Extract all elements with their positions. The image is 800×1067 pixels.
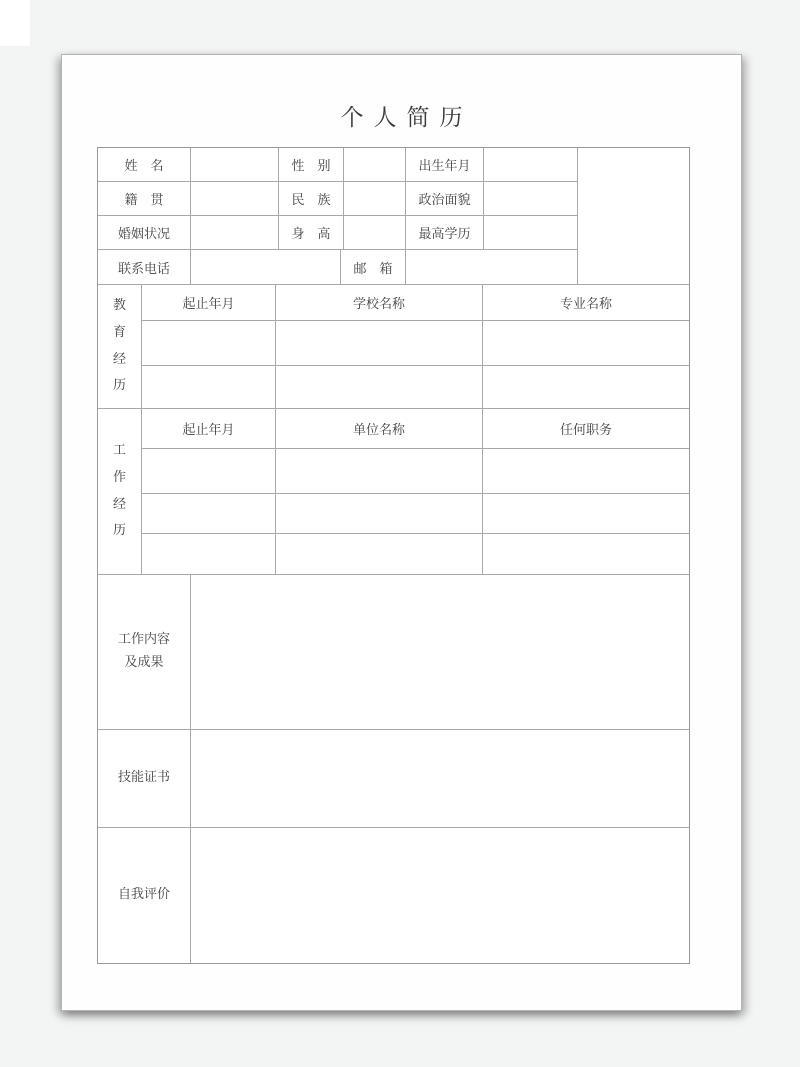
work-position-field[interactable] [483,534,689,574]
work-content-field[interactable] [191,575,689,729]
work-col-position: 任何职务 [559,423,612,438]
skills-field[interactable] [191,730,689,827]
work-dates-field[interactable] [142,534,276,574]
skills-section [98,730,689,828]
height-label: 身 高 [279,216,344,249]
work-position-field[interactable] [483,449,689,493]
email-field[interactable] [406,250,577,284]
education-school-field[interactable] [276,321,483,365]
ethnicity-label: 民 族 [279,182,344,215]
page-title: 个人简历 [340,105,473,131]
phone-field[interactable] [191,250,341,284]
work-col-dates: 起止年月 [142,409,276,448]
table-row [142,449,689,494]
name-label: 姓 名 [98,148,191,181]
education-section-label-cell [98,285,142,408]
work-content-section [98,575,689,730]
work-content-label-line2: 及成果 [124,655,164,670]
native-place-label: 籍 贯 [98,182,191,215]
political-status-label: 政治面貌 [406,182,484,215]
table-row [142,534,689,574]
work-company-field[interactable] [276,494,483,533]
birthdate-label: 出生年月 [406,148,484,181]
table-row [142,494,689,534]
ethnicity-field[interactable] [344,182,406,215]
political-status-field[interactable] [484,182,577,215]
education-school-field[interactable] [276,366,483,408]
gender-field[interactable] [344,148,406,181]
phone-label: 联系电话 [98,250,191,284]
education-major-field[interactable] [483,366,689,408]
resume-table [97,147,690,964]
work-dates-field[interactable] [142,494,276,533]
work-company-field[interactable] [276,534,483,574]
highest-education-label: 最高学历 [406,216,484,249]
work-section-label-cell [98,409,142,574]
photo-placeholder[interactable] [577,148,689,284]
education-col-major: 专业名称 [559,297,612,312]
table-row [98,216,577,250]
personal-info-rows [98,148,577,284]
self-evaluation-section [98,828,689,963]
personal-info-section [98,148,689,285]
work-content-label-line1: 工作内容 [117,632,170,648]
name-field[interactable] [191,148,279,181]
work-section-label: 工作经历 [112,443,126,539]
work-dates-field[interactable] [142,449,276,493]
education-dates-field[interactable] [142,366,276,408]
work-section [98,409,689,575]
education-dates-field[interactable] [142,321,276,365]
gender-label: 性 别 [279,148,344,181]
education-major-field[interactable] [483,321,689,365]
self-evaluation-field[interactable] [191,828,689,963]
work-header-row [142,409,689,449]
work-content-label [98,575,191,729]
self-evaluation-label: 自我评价 [98,828,191,963]
work-col-company: 单位名称 [276,409,483,448]
education-section-label: 教育经历 [112,298,126,394]
table-row [142,366,689,408]
native-place-field[interactable] [191,182,279,215]
education-header-row [142,285,689,321]
table-row [98,148,577,182]
education-rows [142,285,689,408]
work-position-field[interactable] [483,494,689,533]
table-row [98,250,577,284]
table-row [142,321,689,366]
birthdate-field[interactable] [484,148,577,181]
skills-label: 技能证书 [98,730,191,827]
marital-status-label: 婚姻状况 [98,216,191,249]
highest-education-field[interactable] [484,216,577,249]
education-section [98,285,689,409]
work-rows [142,409,689,574]
email-label: 邮 箱 [341,250,406,284]
resume-page [61,54,742,1011]
background-corner-patch [0,0,30,46]
marital-status-field[interactable] [191,216,279,249]
work-company-field[interactable] [276,449,483,493]
height-field[interactable] [344,216,406,249]
education-col-dates: 起止年月 [142,285,276,320]
education-col-school: 学校名称 [276,285,483,320]
table-row [98,182,577,216]
